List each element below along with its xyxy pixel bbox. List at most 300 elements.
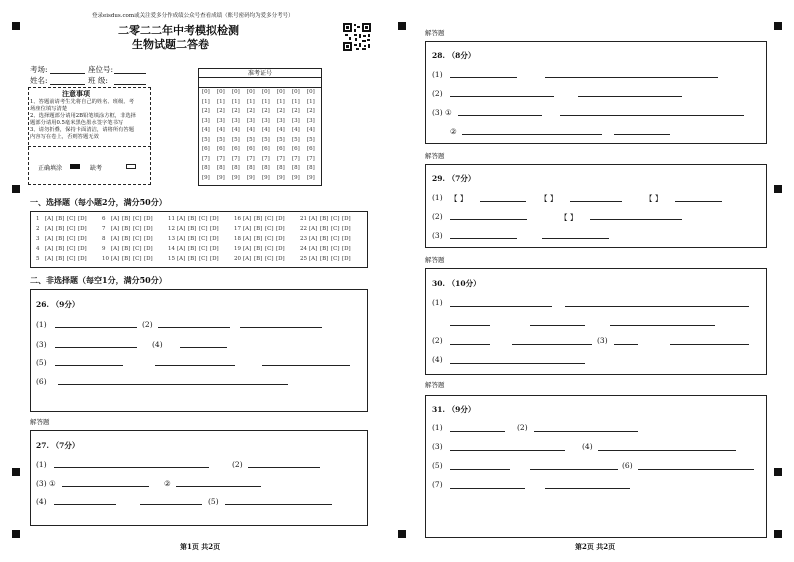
ticket-digit-option[interactable]: [6] — [232, 146, 240, 152]
choice-option[interactable]: [A] — [243, 236, 252, 242]
choice-option[interactable]: [A] — [45, 246, 54, 252]
choice-option[interactable]: [B] — [122, 226, 131, 232]
q29-answer-line[interactable] — [480, 201, 526, 202]
choice-option[interactable]: [A] — [309, 256, 318, 262]
choice-option[interactable]: [A] — [177, 236, 186, 242]
choice-option[interactable]: [D] — [276, 256, 285, 262]
ticket-digit-option[interactable]: [3] — [262, 117, 270, 124]
seat-field[interactable] — [114, 73, 146, 74]
q31-answer-line[interactable] — [450, 431, 505, 432]
choice-option[interactable]: [D] — [78, 226, 87, 232]
choice-option[interactable]: [C] — [67, 256, 76, 262]
choice-option[interactable]: [B] — [122, 236, 131, 242]
answer-section-label: 解答题 — [425, 256, 445, 264]
ticket-digit-option[interactable]: [9] — [307, 174, 315, 181]
ticket-digit-option[interactable]: [2] — [202, 108, 210, 114]
seat-label: 座位号: — [88, 65, 114, 74]
choice-option[interactable]: [D] — [342, 256, 351, 262]
choice-option[interactable]: [C] — [199, 216, 208, 222]
choice-option[interactable]: [D] — [144, 256, 153, 262]
ticket-digit-option[interactable]: [1] — [292, 98, 300, 105]
question-number: 1 — [36, 216, 40, 222]
q30-answer-line[interactable] — [614, 344, 638, 345]
choice-option[interactable]: [C] — [199, 246, 208, 252]
ticket-digit-option[interactable]: [5] — [307, 136, 315, 143]
ticket-digit-option[interactable]: [8] — [292, 165, 300, 171]
ticket-digit-option[interactable]: [0] — [232, 89, 240, 95]
choice-option[interactable]: [C] — [331, 246, 340, 252]
choice-option[interactable]: [A] — [177, 216, 186, 222]
q26-label: (6) — [36, 377, 47, 386]
q31-label: (4) — [582, 442, 593, 451]
q29-answer-line[interactable] — [675, 201, 722, 202]
ticket-digit-option[interactable]: [1] — [307, 98, 315, 105]
ticket-digit-option[interactable]: [5] — [262, 136, 270, 143]
q30-answer-line[interactable] — [530, 325, 585, 326]
choice-option[interactable]: [C] — [199, 236, 208, 242]
choice-option[interactable]: [D] — [276, 236, 285, 242]
q29-answer-line[interactable] — [450, 219, 527, 220]
registration-mark — [774, 530, 782, 538]
q28-answer-line[interactable] — [614, 134, 670, 135]
question-number: 7 — [102, 226, 106, 232]
choice-option[interactable]: [C] — [199, 256, 208, 262]
choice-option[interactable]: [A] — [243, 216, 252, 222]
ticket-digit-option[interactable]: [4] — [292, 127, 300, 133]
ticket-digit-option[interactable]: [3] — [202, 117, 210, 124]
q27-answer-line[interactable] — [225, 504, 332, 505]
choice-option[interactable]: [B] — [188, 256, 197, 262]
choice-option[interactable]: [A] — [111, 226, 120, 232]
ticket-digit-option[interactable]: [2] — [232, 108, 240, 114]
ticket-digit-option[interactable]: [2] — [217, 108, 225, 114]
ticket-digit-option[interactable]: [5] — [292, 136, 300, 143]
choice-option[interactable]: [D] — [210, 216, 219, 222]
choice-option[interactable]: [A] — [45, 236, 54, 242]
choice-option[interactable]: [B] — [188, 226, 197, 232]
choice-option[interactable]: [C] — [331, 256, 340, 262]
ticket-digit-option[interactable]: [6] — [307, 146, 315, 152]
choice-option[interactable]: [B] — [254, 216, 263, 222]
ticket-digit-option[interactable]: [7] — [232, 155, 240, 162]
registration-mark — [774, 185, 782, 193]
ticket-digit-option[interactable]: [1] — [262, 98, 270, 105]
choice-option[interactable]: [C] — [199, 226, 208, 232]
choice-option[interactable]: [B] — [188, 236, 197, 242]
question-number: 3 — [36, 236, 40, 242]
q26-box — [30, 289, 368, 412]
q26-label: (1) — [36, 320, 47, 329]
ticket-digit-option[interactable]: [0] — [262, 89, 270, 95]
question-number: 21 — [300, 216, 307, 222]
choice-option[interactable]: [A] — [111, 256, 120, 262]
choice-option[interactable]: [D] — [210, 256, 219, 262]
q27-label: (2) — [232, 460, 243, 469]
choice-option[interactable]: [A] — [177, 226, 186, 232]
ticket-digit-option[interactable]: [8] — [277, 165, 285, 171]
choice-option[interactable]: [C] — [265, 236, 274, 242]
ticket-digit-option[interactable]: [4] — [262, 127, 270, 133]
q29-answer-line[interactable] — [570, 201, 622, 202]
ticket-digit-option[interactable]: [9] — [232, 174, 240, 181]
correct-fill-label: 正确填涂 — [38, 165, 63, 172]
choice-option[interactable]: [C] — [133, 226, 142, 232]
choice-option[interactable]: [B] — [320, 256, 329, 262]
registration-mark — [398, 22, 406, 30]
choice-option[interactable]: [B] — [254, 256, 263, 262]
ticket-digit-option[interactable]: [0] — [307, 89, 315, 95]
ticket-digit-option[interactable]: [2] — [307, 108, 315, 114]
ticket-digit-option[interactable]: [0] — [202, 89, 210, 95]
q30-answer-line[interactable] — [450, 363, 585, 364]
ticket-digit-option[interactable]: [6] — [217, 146, 225, 152]
registration-mark — [774, 22, 782, 30]
q26-answer-line[interactable] — [240, 327, 322, 328]
q28-label: (2) — [432, 89, 443, 98]
q29-bracket[interactable]: 【 】 — [450, 194, 468, 203]
ticket-digit-option[interactable]: [5] — [232, 136, 240, 143]
ticket-digit-option[interactable]: [6] — [292, 146, 300, 152]
q31-answer-line[interactable] — [450, 469, 510, 470]
question-number: 2 — [36, 226, 40, 232]
choice-option[interactable]: [A] — [177, 246, 186, 252]
ticket-digit-option[interactable]: [9] — [277, 174, 285, 181]
ticket-digit-option[interactable]: [3] — [232, 117, 240, 124]
choice-option[interactable]: [A] — [111, 246, 120, 252]
ticket-digit-option[interactable]: [4] — [217, 127, 225, 133]
choice-option[interactable]: [A] — [309, 236, 318, 242]
ticket-digit-option[interactable]: [2] — [247, 108, 255, 114]
class-label: 班 级: — [88, 76, 108, 85]
q30-answer-line[interactable] — [512, 344, 592, 345]
q31-label: (1) — [432, 423, 443, 432]
q29-bracket[interactable]: 【 】 — [645, 194, 663, 203]
divider — [198, 77, 322, 78]
choice-option[interactable]: [D] — [342, 246, 351, 252]
q27-label: ② — [164, 479, 171, 488]
ticket-digit-option[interactable]: [8] — [262, 165, 270, 171]
q31-answer-line[interactable] — [450, 450, 565, 451]
q29-bracket[interactable]: 【 】 — [560, 213, 578, 222]
q29-label: (3) — [432, 231, 443, 240]
q29-answer-line[interactable] — [542, 238, 609, 239]
choice-option[interactable]: [B] — [56, 226, 65, 232]
q31-answer-line[interactable] — [450, 488, 525, 489]
q29-bracket[interactable]: 【 】 — [540, 194, 558, 203]
ticket-digit-option[interactable]: [7] — [262, 155, 270, 162]
choice-option[interactable]: [B] — [188, 216, 197, 222]
choice-option[interactable]: [C] — [67, 236, 76, 242]
ticket-digit-option[interactable]: [6] — [202, 146, 210, 152]
question-number: 4 — [36, 246, 40, 252]
ticket-digit-option[interactable]: [7] — [292, 155, 300, 162]
choice-option[interactable]: [B] — [122, 256, 131, 262]
choice-option[interactable]: [A] — [309, 226, 318, 232]
ticket-digit-option[interactable]: [1] — [247, 98, 255, 105]
section2-title: 二、非选择题（每空1分，满分50分） — [30, 275, 167, 285]
registration-mark — [12, 468, 20, 476]
q28-box — [425, 41, 767, 144]
ticket-digit-option[interactable]: [8] — [232, 165, 240, 171]
exam-room-field[interactable] — [50, 73, 85, 74]
qr-code-icon — [342, 22, 372, 52]
choice-option[interactable]: [A] — [243, 246, 252, 252]
q26-answer-line[interactable] — [55, 365, 123, 366]
exam-room-label: 考场: — [30, 65, 48, 74]
q26-answer-line[interactable] — [55, 327, 137, 328]
choice-option[interactable]: [B] — [320, 246, 329, 252]
q27-answer-line[interactable] — [62, 486, 149, 487]
ticket-digit-option[interactable]: [7] — [202, 155, 210, 162]
q30-answer-line[interactable] — [450, 344, 490, 345]
choice-option[interactable]: [C] — [133, 236, 142, 242]
choice-option[interactable]: [B] — [122, 246, 131, 252]
ticket-digit-option[interactable]: [1] — [277, 98, 285, 105]
question-number: 13 — [168, 236, 175, 242]
choice-option[interactable]: [D] — [210, 236, 219, 242]
choice-option[interactable]: [D] — [276, 226, 285, 232]
choice-option[interactable]: [C] — [67, 216, 76, 222]
ticket-digit-option[interactable]: [3] — [247, 117, 255, 124]
q27-answer-line[interactable] — [54, 504, 116, 505]
q26-answer-line[interactable] — [158, 327, 230, 328]
choice-option[interactable]: [B] — [122, 216, 131, 222]
q28-answer-line[interactable] — [560, 115, 744, 116]
q29-answer-line[interactable] — [450, 238, 517, 239]
ticket-digit-option[interactable]: [3] — [277, 117, 285, 124]
choice-option[interactable]: [C] — [331, 236, 340, 242]
q31-title: 31. （9分） — [432, 405, 476, 414]
ticket-digit-option[interactable]: [6] — [277, 146, 285, 152]
q27-answer-line[interactable] — [54, 467, 209, 468]
choice-option[interactable]: [D] — [78, 246, 87, 252]
q29-answer-line[interactable] — [590, 219, 682, 220]
choice-option[interactable]: [B] — [254, 236, 263, 242]
answer-section-label: 解答题 — [30, 418, 50, 426]
choice-option[interactable]: [B] — [320, 226, 329, 232]
q31-answer-line[interactable] — [534, 431, 638, 432]
ticket-digit-option[interactable]: [7] — [277, 155, 285, 162]
ticket-digit-option[interactable]: [3] — [292, 117, 300, 124]
choice-option[interactable]: [A] — [309, 246, 318, 252]
choice-option[interactable]: [A] — [45, 256, 54, 262]
choice-option[interactable]: [C] — [265, 256, 274, 262]
ticket-digit-option[interactable]: [4] — [247, 127, 255, 133]
q26-label: (5) — [36, 358, 47, 367]
q26-answer-line[interactable] — [58, 384, 288, 385]
q28-answer-line[interactable] — [462, 134, 602, 135]
choice-option[interactable]: [A] — [111, 236, 120, 242]
q28-answer-line[interactable] — [578, 96, 682, 97]
question-number: 8 — [102, 236, 106, 242]
q28-label: ② — [450, 127, 457, 136]
choice-option[interactable]: [D] — [276, 216, 285, 222]
q27-answer-line[interactable] — [248, 467, 320, 468]
q27-answer-line[interactable] — [176, 486, 261, 487]
q30-answer-line[interactable] — [450, 306, 552, 307]
ticket-digit-option[interactable]: [9] — [202, 174, 210, 181]
choice-option[interactable]: [B] — [56, 236, 65, 242]
choice-option[interactable]: [A] — [111, 216, 120, 222]
q30-answer-line[interactable] — [565, 306, 749, 307]
q29-box — [425, 164, 767, 248]
choice-option[interactable]: [D] — [78, 216, 87, 222]
ticket-digit-option[interactable]: [0] — [277, 89, 285, 95]
choice-option[interactable]: [A] — [45, 216, 54, 222]
ticket-digit-option[interactable]: [1] — [202, 98, 210, 105]
ticket-digit-option[interactable]: [8] — [202, 165, 210, 171]
q27-answer-line[interactable] — [140, 504, 202, 505]
choice-option[interactable]: [A] — [45, 226, 54, 232]
choice-option[interactable]: [C] — [265, 246, 274, 252]
ticket-digit-option[interactable]: [5] — [217, 136, 225, 143]
choice-option[interactable]: [C] — [67, 226, 76, 232]
choice-option[interactable]: [C] — [133, 246, 142, 252]
q26-answer-line[interactable] — [262, 365, 350, 366]
choice-option[interactable]: [A] — [177, 256, 186, 262]
q28-answer-line[interactable] — [450, 96, 554, 97]
question-number: 10 — [102, 256, 109, 262]
ticket-digit-option[interactable]: [5] — [247, 136, 255, 143]
absent-checkbox[interactable] — [126, 164, 136, 169]
q28-answer-line[interactable] — [458, 115, 542, 116]
choice-option[interactable]: [C] — [331, 216, 340, 222]
choice-option[interactable]: [A] — [243, 256, 252, 262]
ticket-digit-option[interactable]: [9] — [217, 174, 225, 181]
ticket-digit-option[interactable]: [2] — [277, 108, 285, 114]
ticket-digit-option[interactable]: [5] — [277, 136, 285, 143]
ticket-digit-option[interactable]: [7] — [307, 155, 315, 162]
ticket-digit-option[interactable]: [0] — [247, 89, 255, 95]
choice-option[interactable]: [D] — [144, 246, 153, 252]
ticket-digit-option[interactable]: [2] — [292, 108, 300, 114]
q26-title: 26. （9分） — [36, 300, 80, 309]
q26-answer-line[interactable] — [155, 365, 235, 366]
absent-label: 缺考 — [90, 165, 103, 172]
choice-option[interactable]: [A] — [243, 226, 252, 232]
choice-option[interactable]: [D] — [342, 226, 351, 232]
choice-option[interactable]: [B] — [320, 236, 329, 242]
q30-answer-line[interactable] — [670, 344, 749, 345]
q26-answer-line[interactable] — [55, 347, 137, 348]
answer-section-label: 解答题 — [425, 29, 445, 37]
ticket-digit-option[interactable]: [1] — [232, 98, 240, 105]
question-number: 16 — [234, 216, 241, 222]
q28-answer-line[interactable] — [545, 77, 718, 78]
choice-option[interactable]: [B] — [56, 246, 65, 252]
question-number: 14 — [168, 246, 175, 252]
ticket-digit-option[interactable]: [5] — [202, 136, 210, 143]
q26-answer-line[interactable] — [180, 347, 227, 348]
choice-option[interactable]: [D] — [78, 256, 87, 262]
q27-box — [30, 430, 368, 526]
ticket-digit-option[interactable]: [8] — [247, 165, 255, 171]
choice-option[interactable]: [D] — [342, 236, 351, 242]
choice-option[interactable]: [B] — [56, 216, 65, 222]
q28-label: (3) ① — [432, 108, 452, 117]
choice-option[interactable]: [C] — [265, 226, 274, 232]
name-label: 姓名: — [30, 76, 48, 85]
choice-option[interactable]: [C] — [331, 226, 340, 232]
ticket-digit-option[interactable]: [2] — [262, 108, 270, 114]
ticket-digit-option[interactable]: [1] — [217, 98, 225, 105]
question-number: 6 — [102, 216, 106, 222]
q31-answer-line[interactable] — [638, 469, 754, 470]
ticket-digit-option[interactable]: [0] — [217, 89, 225, 95]
q31-label: (7) — [432, 480, 443, 489]
ticket-digit-option[interactable]: [9] — [262, 174, 270, 181]
ticket-digit-option[interactable]: [7] — [217, 155, 225, 162]
ticket-digit-option[interactable]: [6] — [262, 146, 270, 152]
name-field[interactable] — [50, 84, 85, 85]
choice-option[interactable]: [B] — [56, 256, 65, 262]
login-note: 登录eisdus.com或关注爱多分作成绩公众号查看成绩（账号密码均为爱多分考号） — [92, 13, 294, 19]
ticket-digit-option[interactable]: [3] — [217, 117, 225, 124]
choice-option[interactable]: [B] — [320, 216, 329, 222]
ticket-digit-option[interactable]: [8] — [217, 165, 225, 171]
q30-answer-line[interactable] — [450, 325, 490, 326]
choice-option[interactable]: [D] — [144, 236, 153, 242]
choice-option[interactable]: [D] — [210, 246, 219, 252]
question-number: 19 — [234, 246, 241, 252]
ticket-digit-option[interactable]: [6] — [247, 146, 255, 152]
q31-label: (2) — [517, 423, 528, 432]
q31-answer-line[interactable] — [545, 488, 630, 489]
choice-option[interactable]: [A] — [309, 216, 318, 222]
q31-label: (6) — [622, 461, 633, 470]
q28-answer-line[interactable] — [450, 77, 517, 78]
q29-label: (1) — [432, 193, 443, 202]
ticket-digit-option[interactable]: [4] — [307, 127, 315, 133]
page-number: 第1页 共2页 — [180, 542, 221, 551]
choice-option[interactable]: [C] — [265, 216, 274, 222]
choice-option[interactable]: [C] — [133, 216, 142, 222]
correct-fill-sample — [70, 164, 80, 169]
ticket-digit-option[interactable]: [4] — [232, 127, 240, 133]
choice-option[interactable]: [B] — [188, 246, 197, 252]
question-number: 9 — [102, 246, 106, 252]
choice-option[interactable]: [B] — [254, 246, 263, 252]
choice-option[interactable]: [D] — [276, 246, 285, 252]
q31-answer-line[interactable] — [530, 469, 618, 470]
choice-option[interactable]: [B] — [254, 226, 263, 232]
q31-answer-line[interactable] — [598, 450, 736, 451]
ticket-digit-option[interactable]: [4] — [277, 127, 285, 133]
choice-option[interactable]: [C] — [133, 256, 142, 262]
question-number: 22 — [300, 226, 307, 232]
choice-option[interactable]: [D] — [210, 226, 219, 232]
ticket-digit-option[interactable]: [9] — [292, 174, 300, 181]
choice-option[interactable]: [D] — [144, 226, 153, 232]
q26-label: (2) — [142, 320, 153, 329]
choice-option[interactable]: [D] — [144, 216, 153, 222]
registration-mark — [12, 530, 20, 538]
q29-label: (2) — [432, 212, 443, 221]
ticket-digit-option[interactable]: [0] — [292, 89, 300, 95]
q26-label: (3) — [36, 340, 47, 349]
choice-option[interactable]: [D] — [78, 236, 87, 242]
ticket-digit-option[interactable]: [8] — [307, 165, 315, 171]
class-field[interactable] — [114, 84, 146, 85]
ticket-digit-option[interactable]: [4] — [202, 127, 210, 133]
ticket-digit-option[interactable]: [7] — [247, 155, 255, 162]
q30-answer-line[interactable] — [610, 325, 715, 326]
question-number: 18 — [234, 236, 241, 242]
choice-option[interactable]: [D] — [342, 216, 351, 222]
ticket-digit-option[interactable]: [3] — [307, 117, 315, 124]
ticket-digit-option[interactable]: [9] — [247, 174, 255, 181]
choice-option[interactable]: [C] — [67, 246, 76, 252]
